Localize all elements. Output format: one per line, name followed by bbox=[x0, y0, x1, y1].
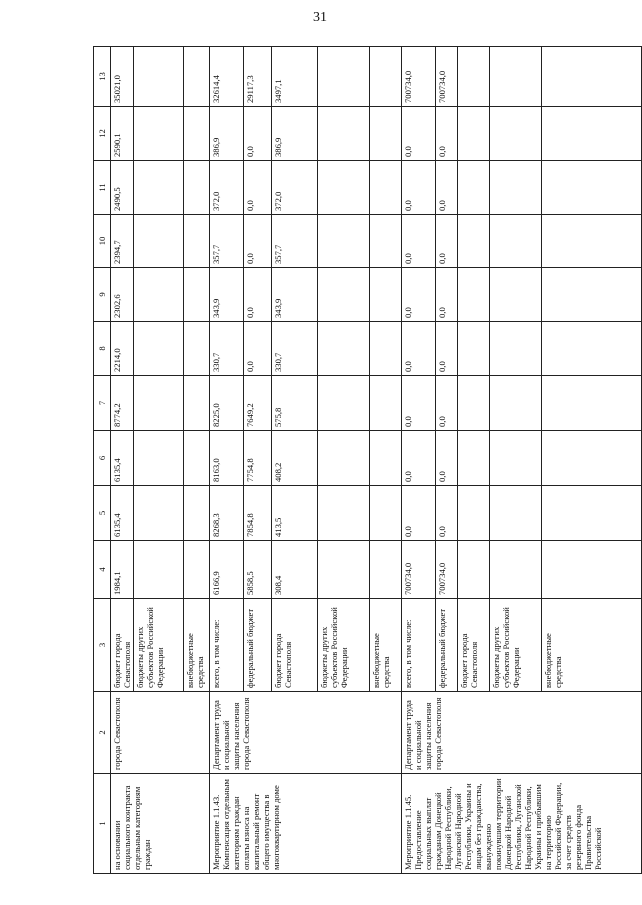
value-cell bbox=[184, 47, 210, 107]
value-cell bbox=[490, 322, 542, 376]
column-number-row bbox=[94, 47, 111, 874]
value-cell bbox=[542, 541, 642, 599]
funding-source-cell: бюджет города Севастополя bbox=[111, 599, 134, 692]
value-cell bbox=[542, 107, 642, 161]
value-cell: 0,0 bbox=[402, 161, 436, 215]
value-cell bbox=[542, 268, 642, 322]
value-cell: 8225,0 bbox=[210, 376, 244, 431]
value-cell: 0,0 bbox=[402, 107, 436, 161]
value-cell bbox=[458, 268, 490, 322]
value-cell: 0,0 bbox=[436, 486, 458, 541]
value-cell: 408,2 bbox=[272, 431, 318, 486]
value-cell bbox=[370, 107, 402, 161]
value-cell: 6135,4 bbox=[111, 431, 134, 486]
measure-name-cell: Мероприятие 1.1.43. Компенсация отдельным категориям граждан оплаты взноса на капитальный ремонт общего имущества в многоквартирном доме bbox=[210, 774, 402, 874]
funding-source-cell: федеральный бюджет bbox=[436, 599, 458, 692]
value-cell bbox=[318, 107, 370, 161]
executor-cell: города Севастополя bbox=[111, 692, 210, 774]
value-cell: 2302,6 bbox=[111, 268, 134, 322]
col-header: 2 bbox=[94, 692, 111, 774]
value-cell bbox=[134, 107, 184, 161]
table-row bbox=[402, 47, 436, 874]
measure-name-cell: Мероприятие 1.1.45. Предоставление социальных выплат гражданам Донецкой Народной Республики, Луганской Народной Республики, Украины и лицам без гражданства, вынужденно покинувшим территории Донецкой Народной Республики, Луганской Народной Республики, Украины и прибывшим на территорию Российской Федерации, за счет средств резервного фонда Правительства Российской bbox=[402, 774, 642, 874]
value-cell bbox=[370, 541, 402, 599]
value-cell: 7649,2 bbox=[244, 376, 272, 431]
value-cell bbox=[184, 161, 210, 215]
value-cell: 0,0 bbox=[436, 215, 458, 268]
value-cell: 575,8 bbox=[272, 376, 318, 431]
value-cell: 1984,1 bbox=[111, 541, 134, 599]
value-cell bbox=[134, 268, 184, 322]
value-cell bbox=[370, 486, 402, 541]
value-cell: 3497,1 bbox=[272, 47, 318, 107]
col-header: 13 bbox=[94, 47, 111, 107]
funding-source-cell: федеральный бюджет bbox=[244, 599, 272, 692]
value-cell bbox=[318, 486, 370, 541]
value-cell bbox=[370, 431, 402, 486]
value-cell: 386,9 bbox=[210, 107, 244, 161]
value-cell: 0,0 bbox=[402, 215, 436, 268]
value-cell bbox=[134, 376, 184, 431]
value-cell bbox=[370, 47, 402, 107]
value-cell: 0,0 bbox=[402, 431, 436, 486]
value-cell: 0,0 bbox=[436, 376, 458, 431]
value-cell: 386,9 bbox=[272, 107, 318, 161]
value-cell bbox=[490, 486, 542, 541]
value-cell: 7854,8 bbox=[244, 486, 272, 541]
value-cell bbox=[370, 322, 402, 376]
value-cell: 0,0 bbox=[244, 161, 272, 215]
table-body bbox=[111, 47, 642, 874]
value-cell: 330,7 bbox=[210, 322, 244, 376]
value-cell: 0,0 bbox=[402, 486, 436, 541]
col-header: 4 bbox=[94, 541, 111, 599]
value-cell: 413,5 bbox=[272, 486, 318, 541]
value-cell bbox=[184, 322, 210, 376]
value-cell bbox=[318, 376, 370, 431]
funding-source-cell: бюджеты других субъектов Российской Федерации bbox=[134, 599, 184, 692]
funding-source-cell: внебюджетные средства bbox=[370, 599, 402, 692]
value-cell bbox=[184, 215, 210, 268]
value-cell bbox=[134, 541, 184, 599]
value-cell: 700734,0 bbox=[402, 47, 436, 107]
value-cell: 0,0 bbox=[436, 431, 458, 486]
col-header: 9 bbox=[94, 268, 111, 322]
value-cell bbox=[458, 486, 490, 541]
funding-source-cell: бюджет города Севастополя bbox=[272, 599, 318, 692]
value-cell: 330,7 bbox=[272, 322, 318, 376]
col-header: 12 bbox=[94, 107, 111, 161]
value-cell bbox=[370, 161, 402, 215]
col-header: 6 bbox=[94, 431, 111, 486]
col-header: 10 bbox=[94, 215, 111, 268]
value-cell bbox=[184, 486, 210, 541]
value-cell: 2214,0 bbox=[111, 322, 134, 376]
value-cell: 35021,0 bbox=[111, 47, 134, 107]
value-cell: 2490,5 bbox=[111, 161, 134, 215]
value-cell bbox=[184, 431, 210, 486]
value-cell bbox=[184, 107, 210, 161]
value-cell bbox=[458, 47, 490, 107]
value-cell bbox=[134, 161, 184, 215]
value-cell bbox=[458, 376, 490, 431]
value-cell bbox=[134, 486, 184, 541]
funding-source-cell: внебюджетные средства bbox=[542, 599, 642, 692]
executor-cell: Департамент труда и социальной защиты населения города Севастополя bbox=[210, 692, 402, 774]
col-header: 7 bbox=[94, 376, 111, 431]
value-cell bbox=[542, 161, 642, 215]
value-cell bbox=[490, 431, 542, 486]
col-header: 11 bbox=[94, 161, 111, 215]
value-cell: 0,0 bbox=[436, 322, 458, 376]
table-row bbox=[111, 47, 134, 874]
value-cell bbox=[370, 215, 402, 268]
value-cell: 29117,3 bbox=[244, 47, 272, 107]
value-cell: 357,7 bbox=[210, 215, 244, 268]
value-cell: 700734,0 bbox=[436, 47, 458, 107]
value-cell bbox=[184, 268, 210, 322]
value-cell bbox=[458, 215, 490, 268]
value-cell bbox=[490, 268, 542, 322]
value-cell bbox=[490, 47, 542, 107]
value-cell: 7754,8 bbox=[244, 431, 272, 486]
value-cell bbox=[318, 47, 370, 107]
value-cell bbox=[134, 431, 184, 486]
value-cell bbox=[458, 161, 490, 215]
value-cell bbox=[490, 107, 542, 161]
value-cell bbox=[370, 268, 402, 322]
value-cell: 0,0 bbox=[402, 268, 436, 322]
rotated-table-container bbox=[93, 47, 603, 874]
value-cell bbox=[318, 541, 370, 599]
value-cell bbox=[458, 107, 490, 161]
value-cell bbox=[490, 215, 542, 268]
value-cell bbox=[318, 431, 370, 486]
value-cell: 357,7 bbox=[272, 215, 318, 268]
value-cell bbox=[542, 486, 642, 541]
value-cell: 343,9 bbox=[272, 268, 318, 322]
value-cell: 8774,2 bbox=[111, 376, 134, 431]
budget-table-frame bbox=[93, 47, 603, 874]
value-cell bbox=[458, 431, 490, 486]
executor-cell: Департамент труда и социальной защиты населения города Севастополя bbox=[402, 692, 642, 774]
value-cell: 0,0 bbox=[436, 107, 458, 161]
value-cell bbox=[542, 431, 642, 486]
value-cell bbox=[318, 161, 370, 215]
funding-source-cell: бюджеты других субъектов Российской Федерации bbox=[318, 599, 370, 692]
measure-name-cell: на основании социального контракта отдельным категориям граждан bbox=[111, 774, 210, 874]
value-cell: 700734,0 bbox=[436, 541, 458, 599]
value-cell: 372,0 bbox=[210, 161, 244, 215]
value-cell bbox=[542, 322, 642, 376]
funding-source-cell: бюджет города Севастополя bbox=[458, 599, 490, 692]
value-cell: 700734,0 bbox=[402, 541, 436, 599]
value-cell bbox=[542, 376, 642, 431]
value-cell: 32614,4 bbox=[210, 47, 244, 107]
value-cell bbox=[134, 47, 184, 107]
funding-source-cell: всего, в том числе: bbox=[402, 599, 436, 692]
value-cell bbox=[542, 215, 642, 268]
value-cell bbox=[318, 268, 370, 322]
value-cell: 308,4 bbox=[272, 541, 318, 599]
col-header: 1 bbox=[94, 774, 111, 874]
value-cell bbox=[318, 322, 370, 376]
value-cell: 372,0 bbox=[272, 161, 318, 215]
value-cell bbox=[370, 376, 402, 431]
value-cell: 6166,9 bbox=[210, 541, 244, 599]
value-cell bbox=[542, 47, 642, 107]
value-cell: 0,0 bbox=[436, 161, 458, 215]
value-cell: 8268,3 bbox=[210, 486, 244, 541]
value-cell bbox=[318, 215, 370, 268]
value-cell: 0,0 bbox=[402, 322, 436, 376]
value-cell bbox=[134, 322, 184, 376]
value-cell bbox=[458, 322, 490, 376]
value-cell: 6135,4 bbox=[111, 486, 134, 541]
value-cell: 2394,7 bbox=[111, 215, 134, 268]
value-cell bbox=[490, 161, 542, 215]
col-header: 8 bbox=[94, 322, 111, 376]
value-cell bbox=[184, 376, 210, 431]
value-cell: 2590,1 bbox=[111, 107, 134, 161]
value-cell bbox=[134, 215, 184, 268]
value-cell: 343,9 bbox=[210, 268, 244, 322]
value-cell: 0,0 bbox=[244, 322, 272, 376]
funding-source-cell: всего, в том числе: bbox=[210, 599, 244, 692]
value-cell bbox=[490, 376, 542, 431]
value-cell: 0,0 bbox=[244, 215, 272, 268]
value-cell bbox=[490, 541, 542, 599]
value-cell: 0,0 bbox=[244, 268, 272, 322]
col-header: 5 bbox=[94, 486, 111, 541]
value-cell bbox=[184, 541, 210, 599]
value-cell: 0,0 bbox=[436, 268, 458, 322]
col-header: 3 bbox=[94, 599, 111, 692]
value-cell bbox=[458, 541, 490, 599]
funding-source-cell: внебюджетные средства bbox=[184, 599, 210, 692]
value-cell: 0,0 bbox=[402, 376, 436, 431]
table-row bbox=[210, 47, 244, 874]
value-cell: 8163,0 bbox=[210, 431, 244, 486]
page-number: 31 bbox=[313, 10, 327, 25]
funding-source-cell: бюджеты других субъектов Российской Федерации bbox=[490, 599, 542, 692]
budget-table bbox=[93, 46, 642, 874]
value-cell: 0,0 bbox=[244, 107, 272, 161]
value-cell: 5858,5 bbox=[244, 541, 272, 599]
